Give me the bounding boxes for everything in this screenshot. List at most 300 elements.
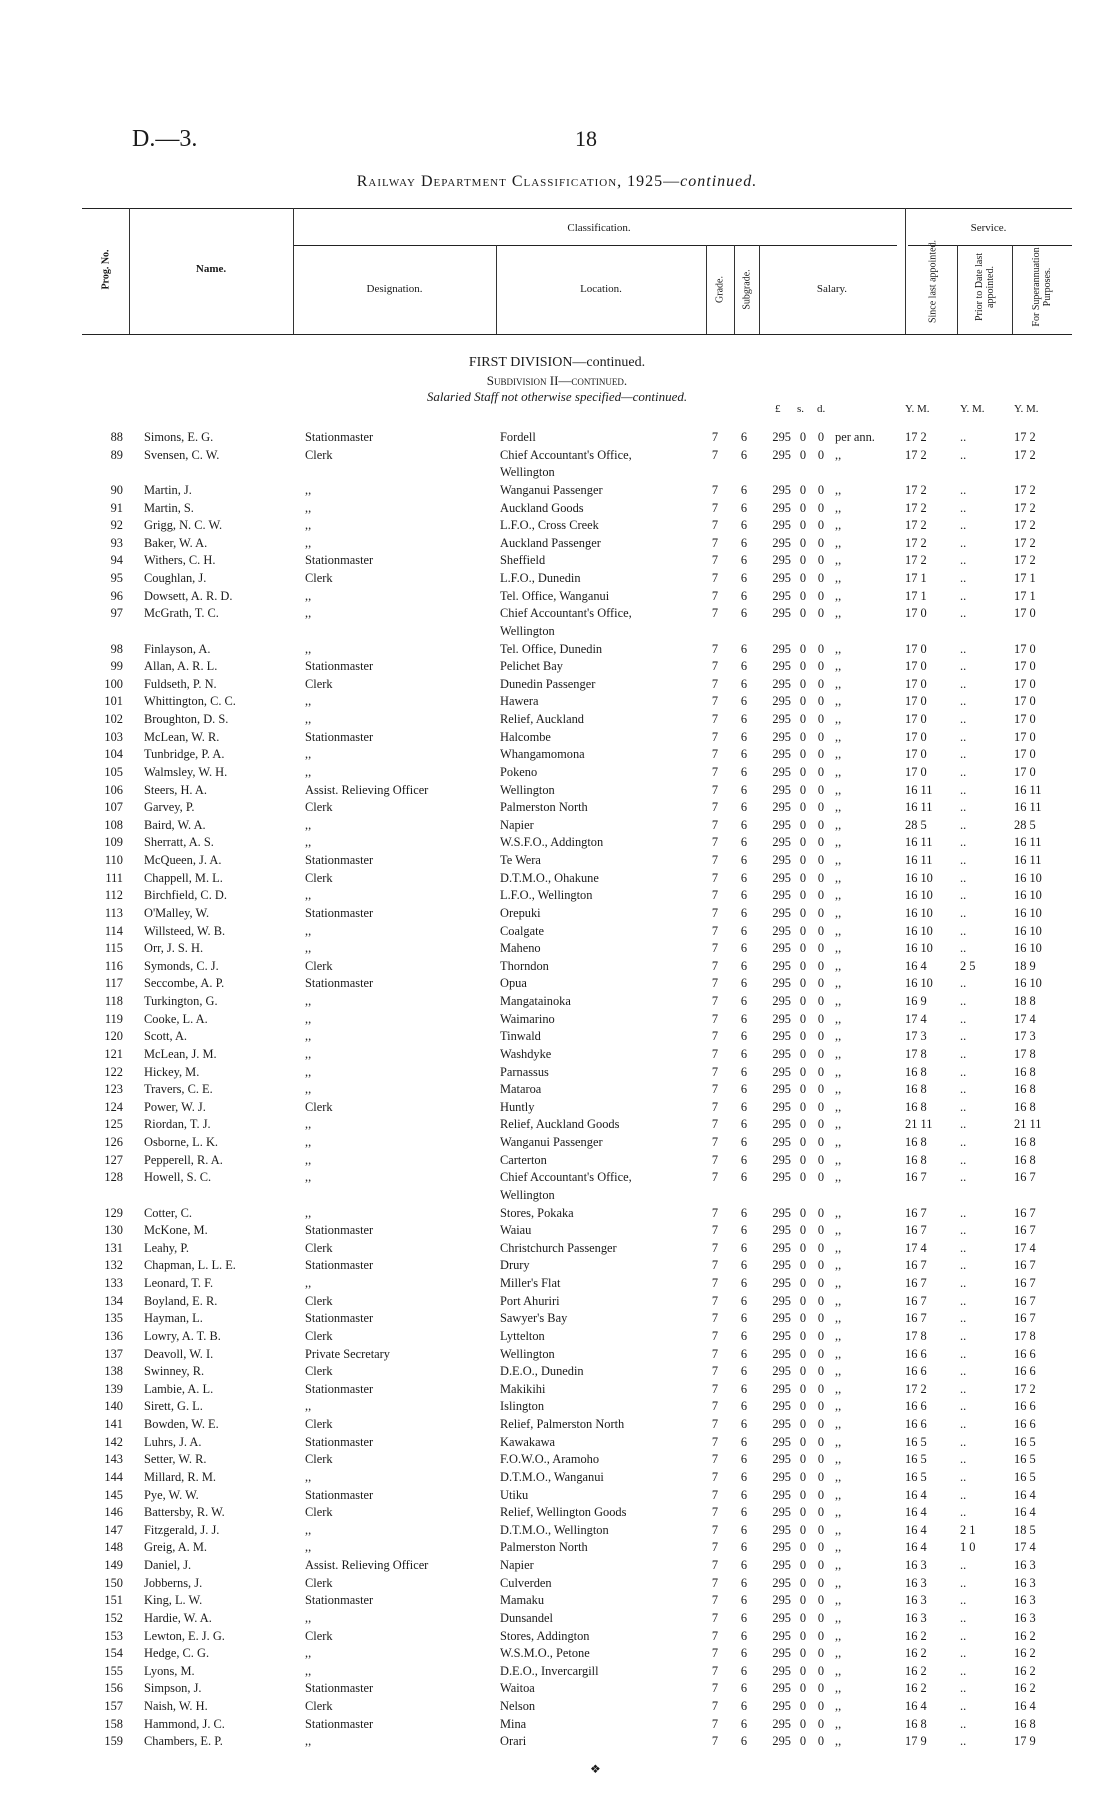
cell-prior-to: 2 5 — [960, 958, 976, 973]
cell-grade: 7 — [711, 1452, 719, 1467]
cell-since-last: 16 10 — [905, 870, 933, 885]
cell-superannuation: 16 7 — [1014, 1311, 1036, 1326]
cell-prog-no: 153 — [104, 1628, 123, 1643]
cell-since-last: 16 9 — [905, 994, 927, 1008]
cell-superannuation: 17 0 — [1014, 747, 1036, 762]
cell-name: Broughton, D. S. — [144, 712, 229, 726]
cell-salary-pence: 0 — [817, 1117, 825, 1132]
cell-since-last: 16 6 — [905, 1364, 927, 1379]
table-row — [0, 1329, 1114, 1347]
cell-designation: ,, — [305, 994, 312, 1008]
cell-designation: ,, — [305, 518, 312, 533]
cell-grade: 7 — [711, 430, 719, 444]
cell-salary-pence: 0 — [817, 659, 825, 674]
cell-location: Makikihi — [500, 1381, 546, 1396]
cell-designation: Private Secretary — [305, 1346, 390, 1361]
cell-designation: ,, — [305, 500, 312, 515]
cell-subgrade: 6 — [740, 482, 748, 497]
cell-grade: 7 — [711, 1328, 719, 1343]
cell-prior-to: .. — [960, 676, 967, 691]
cell-location: Dunedin Passenger — [500, 676, 596, 691]
cell-salary-pounds: 295 — [772, 1223, 791, 1238]
cell-prog-no: 125 — [104, 1117, 123, 1132]
cell-prior-to: .. — [960, 994, 967, 1008]
cell-salary-period: ,, — [835, 1046, 842, 1061]
cell-prior-to: .. — [960, 747, 967, 762]
cell-grade: 7 — [711, 553, 719, 568]
cell-name: Lyons, M. — [144, 1663, 195, 1678]
cell-prior-to: .. — [960, 1099, 967, 1114]
table-row — [0, 1717, 1114, 1735]
cell-salary-period: ,, — [835, 1646, 842, 1661]
table-row — [0, 712, 1114, 730]
cell-salary-shillings: 0 — [799, 1505, 807, 1520]
table-row — [0, 1100, 1114, 1118]
cell-since-last: 16 11 — [905, 782, 933, 797]
cell-name: King, L. W. — [144, 1593, 203, 1608]
cell-salary-shillings: 0 — [799, 1469, 807, 1484]
cell-salary-pounds: 295 — [772, 1135, 791, 1149]
cell-subgrade: 6 — [740, 994, 748, 1008]
cell-prog-no: 140 — [104, 1399, 123, 1414]
cell-salary-shillings: 0 — [799, 1099, 807, 1114]
cell-salary-period: ,, — [835, 553, 842, 568]
cell-superannuation: 17 2 — [1014, 482, 1036, 497]
cell-superannuation: 17 0 — [1014, 641, 1036, 656]
cell-since-last: 16 4 — [905, 1487, 927, 1502]
cell-subgrade: 6 — [740, 1716, 748, 1731]
cell-designation: Stationmaster — [305, 1487, 374, 1502]
cell-location: Tel. Office, Wanganui — [500, 588, 610, 603]
subdivision-title: Subdivision II—continued. — [486, 373, 628, 388]
cell-designation: ,, — [305, 1399, 312, 1414]
cell-subgrade: 6 — [740, 958, 748, 973]
cell-superannuation: 16 10 — [1014, 923, 1042, 938]
cell-prog-no: 108 — [104, 817, 123, 832]
cell-salary-shillings: 0 — [799, 1381, 807, 1396]
cell-salary-period: ,, — [835, 1540, 842, 1555]
cell-salary-pence: 0 — [817, 800, 825, 815]
table-row — [0, 1364, 1114, 1382]
cell-salary-pence: 0 — [817, 1223, 825, 1238]
cell-salary-pence: 0 — [817, 870, 825, 885]
cell-salary-pence: 0 — [817, 606, 825, 621]
cell-subgrade: 6 — [740, 1452, 748, 1467]
cell-prog-no: 149 — [104, 1558, 123, 1572]
table-row — [0, 1540, 1114, 1558]
cell-prog-no: 141 — [104, 1417, 123, 1431]
cell-subgrade: 6 — [740, 535, 748, 550]
cell-prog-no: 137 — [104, 1346, 123, 1361]
cell-prog-no: 90 — [110, 482, 123, 497]
cell-salary-pounds: 295 — [772, 1046, 791, 1061]
cell-superannuation: 16 10 — [1014, 905, 1042, 920]
cell-grade: 7 — [711, 1223, 719, 1238]
table-row — [0, 1135, 1114, 1153]
cell-location: Te Wera — [500, 853, 541, 867]
cell-salary-pounds: 295 — [772, 588, 791, 603]
cell-name: Grigg, N. C. W. — [144, 518, 223, 533]
cell-grade: 7 — [711, 1593, 719, 1608]
cell-superannuation: 16 7 — [1014, 1223, 1036, 1238]
cell-salary-shillings: 0 — [799, 712, 807, 726]
cell-prog-no: 109 — [104, 835, 123, 850]
cell-prior-to: .. — [960, 1558, 967, 1572]
cell-superannuation: 17 8 — [1014, 1046, 1036, 1061]
cell-since-last: 16 8 — [905, 1152, 927, 1167]
cell-subgrade: 6 — [740, 1381, 748, 1396]
cell-salary-pounds: 295 — [772, 729, 791, 744]
cell-subgrade: 6 — [740, 641, 748, 656]
cell-salary-shillings: 0 — [799, 1575, 807, 1590]
cell-prior-to: .. — [960, 482, 967, 497]
cell-designation: Stationmaster — [305, 1434, 374, 1449]
cell-grade: 7 — [711, 764, 719, 779]
cell-salary-shillings: 0 — [799, 1328, 807, 1343]
cell-salary-period: ,, — [835, 694, 842, 709]
cell-location: Tel. Office, Dunedin — [500, 641, 603, 656]
cell-prog-no: 103 — [104, 729, 123, 744]
cell-designation: Clerk — [305, 1575, 333, 1590]
cell-designation: ,, — [305, 1135, 312, 1149]
cell-grade: 7 — [711, 958, 719, 973]
cell-salary-shillings: 0 — [799, 1663, 807, 1678]
table-row — [0, 1223, 1114, 1241]
cell-salary-pence: 0 — [817, 1610, 825, 1625]
cell-superannuation: 18 8 — [1014, 994, 1036, 1008]
cell-since-last: 28 5 — [905, 817, 927, 832]
cell-prior-to: .. — [960, 817, 967, 832]
cell-salary-period: ,, — [835, 1293, 842, 1308]
table-row — [0, 1523, 1114, 1541]
cell-salary-pounds: 295 — [772, 1469, 791, 1484]
cell-name: Hammond, J. C. — [144, 1716, 225, 1731]
cell-prog-no: 132 — [104, 1258, 123, 1273]
table-row — [0, 1153, 1114, 1171]
cell-location: Thorndon — [500, 958, 549, 973]
cell-salary-pounds: 295 — [772, 1610, 791, 1625]
cell-grade: 7 — [711, 588, 719, 603]
cell-salary-period: ,, — [835, 1152, 842, 1167]
cell-subgrade: 6 — [740, 447, 748, 462]
cell-salary-period: ,, — [835, 800, 842, 815]
cell-salary-pence: 0 — [817, 1029, 825, 1044]
cell-location: Hawera — [500, 694, 539, 709]
cell-salary-period: ,, — [835, 571, 842, 585]
cell-superannuation: 16 11 — [1014, 800, 1042, 815]
cell-superannuation: 16 5 — [1014, 1469, 1036, 1484]
cell-location: Wanganui Passenger — [500, 482, 603, 497]
cell-prior-to: .. — [960, 1434, 967, 1449]
cell-designation: Clerk — [305, 870, 333, 885]
cell-designation: Stationmaster — [305, 1716, 374, 1731]
cell-subgrade: 6 — [740, 430, 748, 444]
cell-salary-period: ,, — [835, 1522, 842, 1537]
cell-salary-period: ,, — [835, 1011, 842, 1026]
cell-since-last: 16 6 — [905, 1346, 927, 1361]
cell-grade: 7 — [711, 1540, 719, 1555]
cell-salary-pounds: 295 — [772, 1240, 791, 1255]
table-row — [0, 518, 1114, 536]
cell-salary-pounds: 295 — [772, 430, 791, 444]
cell-prog-no: 154 — [104, 1646, 123, 1661]
cell-salary-pounds: 295 — [772, 712, 791, 726]
cell-salary-pence: 0 — [817, 729, 825, 744]
cell-prior-to: .. — [960, 606, 967, 621]
cell-name: Setter, W. R. — [144, 1452, 207, 1467]
cell-superannuation: 16 5 — [1014, 1434, 1036, 1449]
cell-location: Waitoa — [500, 1681, 535, 1696]
cell-since-last: 16 10 — [905, 888, 933, 903]
cell-salary-pence: 0 — [817, 1699, 825, 1713]
cell-superannuation: 16 8 — [1014, 1064, 1036, 1079]
cell-salary-pence: 0 — [817, 1011, 825, 1026]
cell-since-last: 16 7 — [905, 1223, 927, 1238]
cell-prior-to: .. — [960, 1628, 967, 1643]
cell-subgrade: 6 — [740, 1346, 748, 1361]
cell-salary-shillings: 0 — [799, 694, 807, 709]
table-row — [0, 1576, 1114, 1594]
cell-prior-to: 1 0 — [960, 1540, 976, 1555]
cell-salary-shillings: 0 — [799, 482, 807, 497]
cell-superannuation: 21 11 — [1014, 1117, 1042, 1132]
cell-name: Scott, A. — [144, 1029, 188, 1044]
cell-salary-period: ,, — [835, 1029, 842, 1044]
cell-superannuation: 16 4 — [1014, 1487, 1036, 1502]
cell-salary-shillings: 0 — [799, 1082, 807, 1097]
cell-salary-shillings: 0 — [799, 1029, 807, 1044]
cell-designation: ,, — [305, 1029, 312, 1044]
cell-location: Auckland Goods — [500, 500, 584, 515]
cell-prior-to: .. — [960, 835, 967, 850]
cell-prior-to: .. — [960, 1381, 967, 1396]
cell-salary-shillings: 0 — [799, 1223, 807, 1238]
cell-prior-to: .. — [960, 1487, 967, 1502]
cell-grade: 7 — [711, 1011, 719, 1026]
cell-superannuation: 16 7 — [1014, 1170, 1036, 1185]
cell-prior-to: .. — [960, 1399, 967, 1414]
cell-since-last: 16 2 — [905, 1628, 927, 1643]
cell-superannuation: 16 8 — [1014, 1135, 1036, 1149]
cell-salary-shillings: 0 — [799, 430, 807, 444]
cell-salary-pence: 0 — [817, 1417, 825, 1431]
cell-prior-to: .. — [960, 1346, 967, 1361]
table-row — [0, 783, 1114, 801]
cell-name: Power, W. J. — [144, 1099, 206, 1114]
table-row — [0, 1170, 1114, 1188]
cell-location: Wellington — [500, 782, 555, 797]
cell-salary-pounds: 295 — [772, 800, 791, 815]
cell-designation: ,, — [305, 1663, 312, 1678]
cell-salary-pence: 0 — [817, 571, 825, 585]
cell-superannuation: 16 7 — [1014, 1258, 1036, 1273]
cell-salary-pence: 0 — [817, 694, 825, 709]
cell-name: Naish, W. H. — [144, 1699, 208, 1713]
cell-salary-pence: 0 — [817, 1469, 825, 1484]
cell-salary-shillings: 0 — [799, 1558, 807, 1572]
cell-salary-shillings: 0 — [799, 1046, 807, 1061]
table-row — [0, 1629, 1114, 1647]
cell-prior-to: .. — [960, 870, 967, 885]
cell-salary-pence: 0 — [817, 835, 825, 850]
cell-location: F.O.W.O., Aramoho — [500, 1452, 600, 1467]
cell-designation: ,, — [305, 1469, 312, 1484]
classification-header: Classification. — [567, 222, 631, 234]
cell-salary-pounds: 295 — [772, 676, 791, 691]
cell-prior-to: .. — [960, 1135, 967, 1149]
cell-since-last: 16 7 — [905, 1258, 927, 1273]
cell-prior-to: .. — [960, 1205, 967, 1220]
cell-prior-to: .. — [960, 1469, 967, 1484]
cell-designation: ,, — [305, 1046, 312, 1061]
cell-since-last: 16 11 — [905, 835, 933, 850]
cell-location: Auckland Passenger — [500, 535, 601, 550]
cell-salary-period: ,, — [835, 782, 842, 797]
cell-superannuation: 16 10 — [1014, 976, 1042, 991]
cell-salary-pounds: 295 — [772, 1434, 791, 1449]
cell-designation: ,, — [305, 1011, 312, 1026]
cell-location: Chief Accountant's Office, — [500, 1170, 632, 1185]
cell-salary-pence: 0 — [817, 1293, 825, 1308]
cell-since-last: 17 0 — [905, 641, 927, 656]
cell-salary-shillings: 0 — [799, 1487, 807, 1502]
cell-prog-no: 130 — [104, 1223, 123, 1238]
table-row — [0, 1646, 1114, 1664]
cell-salary-period: ,, — [835, 1681, 842, 1696]
cell-designation: ,, — [305, 835, 312, 850]
cell-prior-to: .. — [960, 1610, 967, 1625]
table-row — [0, 941, 1114, 959]
cell-prog-no: 102 — [104, 712, 123, 726]
cell-designation: Clerk — [305, 1364, 333, 1379]
table-row — [0, 835, 1114, 853]
cell-subgrade: 6 — [740, 1082, 748, 1097]
cell-salary-shillings: 0 — [799, 1240, 807, 1255]
cell-salary-pence: 0 — [817, 1064, 825, 1079]
cell-superannuation: 28 5 — [1014, 817, 1036, 832]
table-row — [0, 994, 1114, 1012]
table-row — [0, 730, 1114, 748]
cell-salary-period: ,, — [835, 535, 842, 550]
cell-prior-to: .. — [960, 1276, 967, 1290]
cell-salary-pence: 0 — [817, 1046, 825, 1061]
cell-prog-no: 150 — [104, 1575, 123, 1590]
cell-grade: 7 — [711, 1381, 719, 1396]
cell-name: Leahy, P. — [144, 1240, 189, 1255]
cell-salary-shillings: 0 — [799, 1135, 807, 1149]
cell-grade: 7 — [711, 835, 719, 850]
cell-salary-period: ,, — [835, 659, 842, 674]
cell-designation: Stationmaster — [305, 905, 374, 920]
cell-name: Hedge, C. G. — [144, 1646, 210, 1661]
cell-salary-period: ,, — [835, 606, 842, 621]
cell-superannuation: 16 8 — [1014, 1099, 1036, 1114]
table-row — [0, 1258, 1114, 1276]
cell-prior-to: .. — [960, 1293, 967, 1308]
cell-location: Utiku — [500, 1487, 529, 1502]
cell-salary-period: ,, — [835, 994, 842, 1008]
cell-designation: Clerk — [305, 676, 333, 691]
cell-name: Simpson, J. — [144, 1681, 202, 1696]
cell-location: Nelson — [500, 1699, 536, 1713]
cell-salary-pounds: 295 — [772, 1628, 791, 1643]
cell-superannuation: 17 0 — [1014, 764, 1036, 779]
cell-subgrade: 6 — [740, 1152, 748, 1167]
pence-unit: d. — [817, 403, 826, 415]
cell-prog-no: 92 — [110, 518, 123, 533]
cell-name: Battersby, R. W. — [144, 1505, 225, 1520]
cell-since-last: 16 4 — [905, 1540, 927, 1555]
cell-subgrade: 6 — [740, 1417, 748, 1431]
cell-since-last: 16 7 — [905, 1170, 927, 1185]
cell-location: Opua — [500, 976, 527, 991]
cell-name: Symonds, C. J. — [144, 958, 219, 973]
shilling-unit: s. — [797, 403, 805, 415]
cell-salary-pence: 0 — [817, 535, 825, 550]
table-row — [0, 430, 1114, 448]
cell-grade: 7 — [711, 853, 719, 867]
cell-superannuation: 17 1 — [1014, 588, 1036, 603]
cell-name: Sherratt, A. S. — [144, 835, 214, 850]
cell-salary-pounds: 295 — [772, 1029, 791, 1044]
cell-salary-pounds: 295 — [772, 1381, 791, 1396]
cell-subgrade: 6 — [740, 1540, 748, 1555]
cell-location: Palmerston North — [500, 800, 588, 815]
cell-prior-to: .. — [960, 500, 967, 515]
cell-salary-pounds: 295 — [772, 1716, 791, 1731]
cell-prog-no: 151 — [104, 1593, 123, 1608]
cell-location: Palmerston North — [500, 1540, 588, 1555]
cell-subgrade: 6 — [740, 553, 748, 568]
cell-subgrade: 6 — [740, 1258, 748, 1273]
cell-salary-pounds: 295 — [772, 447, 791, 462]
cell-grade: 7 — [711, 1346, 719, 1361]
cell-salary-pounds: 295 — [772, 1399, 791, 1414]
cell-superannuation: 16 6 — [1014, 1364, 1036, 1379]
cell-location: Carterton — [500, 1152, 547, 1167]
subgrade-header: Subgrade. — [741, 269, 753, 310]
cell-subgrade: 6 — [740, 1135, 748, 1149]
cell-subgrade: 6 — [740, 782, 748, 797]
cell-prog-no: 114 — [104, 923, 123, 938]
cell-prog-no: 134 — [104, 1293, 123, 1308]
cell-since-last: 16 7 — [905, 1293, 927, 1308]
cell-salary-pence: 0 — [817, 782, 825, 797]
cell-prior-to: .. — [960, 535, 967, 550]
cell-designation: ,, — [305, 606, 312, 621]
cell-salary-pence: 0 — [817, 976, 825, 991]
cell-grade: 7 — [711, 1364, 719, 1379]
cell-prog-no: 126 — [104, 1135, 123, 1149]
cell-name: Hardie, W. A. — [144, 1610, 212, 1625]
cell-grade: 7 — [711, 1152, 719, 1167]
cell-salary-pounds: 295 — [772, 641, 791, 656]
cell-subgrade: 6 — [740, 1170, 748, 1185]
cell-since-last: 17 1 — [905, 588, 927, 603]
prior-to-header: Prior to Date last appointed. — [974, 252, 996, 322]
cell-name: Allan, A. R. L. — [144, 659, 218, 674]
cell-salary-pence: 0 — [817, 1240, 825, 1255]
cell-salary-shillings: 0 — [799, 923, 807, 938]
cell-salary-shillings: 0 — [799, 1364, 807, 1379]
cell-location: Stores, Addington — [500, 1628, 590, 1643]
cell-salary-period: ,, — [835, 1223, 842, 1238]
cell-salary-pence: 0 — [817, 482, 825, 497]
cell-salary-period: ,, — [835, 976, 842, 991]
cell-since-last: 17 2 — [905, 553, 927, 568]
cell-subgrade: 6 — [740, 1099, 748, 1114]
cell-salary-pounds: 295 — [772, 1646, 791, 1661]
